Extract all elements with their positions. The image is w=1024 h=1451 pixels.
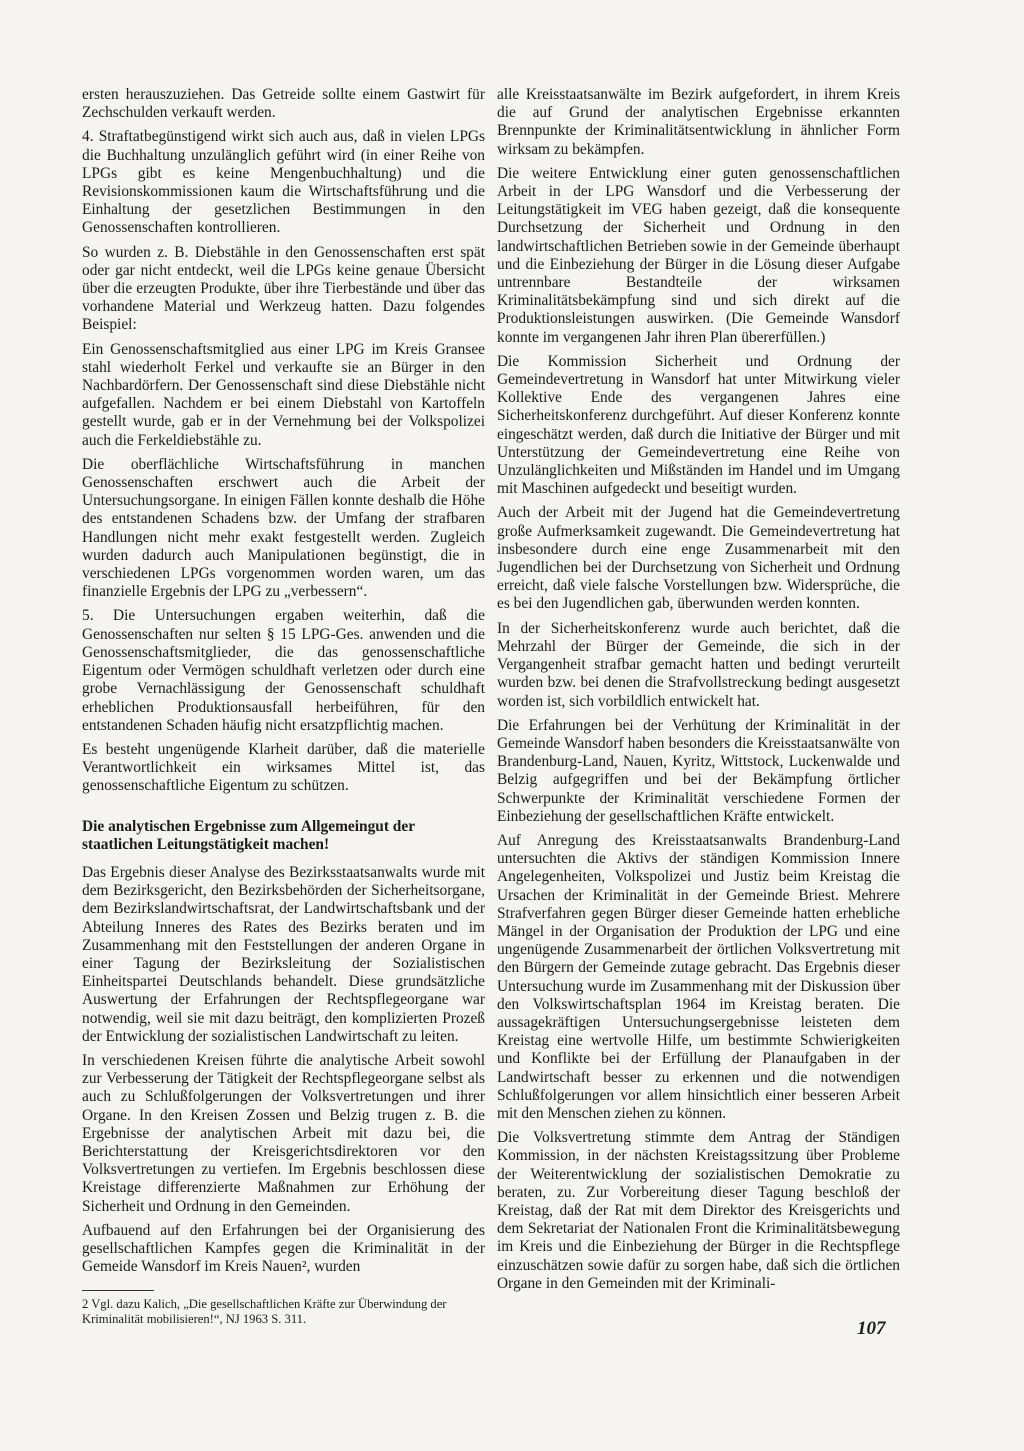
paragraph: Die Volksvertretung stimmte dem Antrag der Ständigen Kommission, in der nächsten Kreistagssitzung über Probleme der Weiterentwicklung der sozialistischen Demokratie zu beraten, zu. Zur Vorbereitung dieser Tagung beschloß der Kreistag, daß der Rat mit dem Direktor des Kreisgerichts und dem Sekretariat der Nationalen Front die Kriminalitätsbewegung im Kreis und die Einbeziehung der Bürger in die Rechtspflege einzuschätzen sowie dafür zu sorgen habe, daß sich die örtlichen Organe in den Gemeinden mit der Kriminali- bbox=[497, 1129, 900, 1292]
paragraph: In der Sicherheitskonferenz wurde auch berichtet, daß die Mehrzahl der Bürger der Gemeinde, die sich in der Vergangenheit strafbar gemacht hatten und bedingt verurteilt wurden bzw. bei denen die Strafvollstreckung bedingt ausgesetzt worden ist, sich vorbildlich entwickelt hat. bbox=[497, 619, 900, 710]
paragraph: Die oberflächliche Wirtschaftsführung in manchen Genossenschaften erschwert auch die Arbeit der Untersuchungsorgane. In einigen Fällen konnte deshalb die Höhe des entstandenen Schadens bzw. der Umfang der strafbaren Handlungen nicht mehr exakt festgestellt werden. Zugleich wurden dadurch auch Manipulationen begünstigt, die in verschiedenen LPGs vorgenommen worden waren, um das finanzielle Ergebnis der LPG zu „verbessern“. bbox=[82, 455, 485, 601]
section-heading: Die analytischen Ergebnisse zum Allgemeingut der staatlichen Leitungstätigkeit machen! bbox=[82, 817, 415, 853]
paragraph: Auch der Arbeit mit der Jugend hat die Gemeindevertretung große Aufmerksamkeit zugewandt. Die Gemeindevertretung hat insbesondere durch eine enge Zusammenarbeit mit den Jugendlichen bei der Durchsetzung von Sicherheit und Ordnung erreicht, daß viele falsche Vorstellungen bzw. Widersprüche, die es bei den Jugendlichen gab, überwunden werden konnten. bbox=[497, 504, 900, 613]
footnote-divider bbox=[82, 1290, 154, 1291]
paragraph: Die weitere Entwicklung einer guten genossenschaftlichen Arbeit in der LPG Wansdorf und die Verbesserung der Leitungstätigkeit im VEG haben gezeigt, daß die konsequente Durchsetzung der Sicherheit und Ordnung in den landwirtschaftlichen Betrieben sowie in der Gemeinde überhaupt und die Einbeziehung der Bürger in die Lösung dieser Aufgabe untrennbare Bestandteile der wirksamen Kriminalitätsbekämpfung sind und sich direkt auf die Produktionsleistungen auswirken. (Die Gemeinde Wansdorf konnte im vergangenen Jahr ihren Plan übererfüllen.) bbox=[497, 164, 900, 346]
left-column bbox=[82, 86, 485, 1333]
paragraph: 4. Straftatbegünstigend wirkt sich auch aus, daß in vielen LPGs die Buchhaltung unzulänglich geführt wird (in einer Reihe von LPGs gibt es keine Mengenbuchhaltung) und die Revisionskommissionen kaum die Wirtschaftsführung und die Einhaltung der gesetzlichen Bestimmungen in den Genossenschaften kontrollieren. bbox=[82, 128, 485, 237]
paragraph: So wurden z. B. Diebstähle in den Genossenschaften erst spät oder gar nicht entdeckt, weil die LPGs keine genaue Übersicht über die erzeugten Produkte, über ihre Tierbestände und über das vorhandene Material und Werkzeug hatten. Dazu folgendes Beispiel: bbox=[82, 243, 485, 334]
paragraph: Die Kommission Sicherheit und Ordnung der Gemeindevertretung in Wansdorf hat unter Mitwirkung vieler Kollektive Ende des vergangenen Jahres eine Sicherheitskonferenz durchgeführt. Auf dieser Konferenz konnte eingeschätzt werden, daß durch die Initiative der Bürger und mit Unterstützung der Gemeindevertretung eine Reihe von Unzulänglichkeiten und Mißständen im Handel und im Umgang mit Maschinen aufgedeckt und beseitigt wurden. bbox=[497, 352, 900, 498]
right-column bbox=[497, 86, 900, 1299]
paragraph: Das Ergebnis dieser Analyse des Bezirksstaatsanwalts wurde mit dem Bezirksgericht, den Bezirksbehörden der Sicherheitsorgane, dem Bezirkslandwirtschaftsrat, der Landwirtschaftsbank und der Abteilung Inneres des Rates des Bezirks beraten und im Zusammenhang mit den Feststellungen der anderen Organe in einer Tagung der Bezirksleitung der Sozialistischen Einheitspartei Deutschlands behandelt. Diese grundsätzliche Auswertung der Erfahrungen der Rechtspflegeorgane war notwendig, weil sie mit dazu beiträgt, den komplizierten Prozeß der Entwicklung der sozialistischen Landwirtschaft zu leiten. bbox=[82, 863, 485, 1045]
paragraph: 5. Die Untersuchungen ergaben weiterhin, daß die Genossenschaften nur selten § 15 LPG-Ges. anwenden und die Genossenschaftsmitglieder, die das genossenschaftliche Eigentum oder Vermögen schuldhaft verletzen oder durch eine grobe Vernachlässigung der Genossenschaft schuldhaft erheblichen Produktionsausfall herbeiführen, für den entstandenen Schaden häufig nicht ersatzpflichtig machen. bbox=[82, 607, 485, 734]
paragraph: ersten herauszuziehen. Das Getreide sollte einem Gastwirt für Zechschulden verkauft werden. bbox=[82, 86, 485, 122]
paragraph: alle Kreisstaatsanwälte im Bezirk aufgefordert, in ihrem Kreis die auf Grund der analytischen Ergebnisse erkannten Brennpunkte der Kriminalitätsentwicklung in ähnlicher Form wirksam zu bekämpfen. bbox=[497, 86, 900, 158]
paragraph: Ein Genossenschaftsmitglied aus einer LPG im Kreis Gransee stahl wiederholt Ferkel und verkaufte sie an Bürger in den Nachbardörfern. Der Genossenschaft sind diese Diebstähle nicht aufgefallen. Nachdem er bei einem Diebstahl von Kartoffeln gestellt wurde, gab er in der Vernehmung bei der Volkspolizei auch die Ferkeldiebstähle zu. bbox=[82, 340, 485, 449]
paragraph: Aufbauend auf den Erfahrungen bei der Organisierung des gesellschaftlichen Kampfes gegen die Kriminalität in der Gemeide Wansdorf im Kreis Nauen², wurden bbox=[82, 1221, 485, 1276]
footnote: 2 Vgl. dazu Kalich, „Die gesellschaftlichen Kräfte zur Überwindung der Kriminalität mobilisieren!“, NJ 1963 S. 311. bbox=[82, 1297, 447, 1327]
paragraph: Auf Anregung des Kreisstaatsanwalts Brandenburg-Land untersuchten die Aktivs der ständigen Kommission Innere Angelegenheiten, Volkspolizei und Justiz beim Kreistag die Ursachen der Kriminalität in der Gemeinde Briest. Mehrere Strafverfahren gegen Bürger dieser Gemeinde hatten erhebliche Mängel in der Organisation der Produktion der LPG und eine ungenügende Zusammenarbeit der örtlichen Volksvertretung mit den Bürgern der Gemeinde zutage gebracht. Das Ergebnis dieser Untersuchung wurde im Zusammenhang mit der Diskussion über den Volkswirtschaftsplan 1964 im Kreistag beraten. Die aussagekräftigen Untersuchungsergebnisse leisteten dem Kreistag eine wertvolle Hilfe, um bestimmte Schwierigkeiten und Konflikte bei der Erfüllung der Planaufgaben in der Landwirtschaft besser zu erkennen und die notwendigen Schlußfolgerungen vor allem hinsichtlich einer besseren Arbeit mit den Menschen ziehen zu können. bbox=[497, 831, 900, 1122]
page-number: 107 bbox=[857, 1318, 886, 1339]
paragraph: Die Erfahrungen bei der Verhütung der Kriminalität in der Gemeinde Wansdorf haben besonders die Kreisstaatsanwälte von Brandenburg-Land, Nauen, Kyritz, Wittstock, Luckenwalde und Belzig aufgegriffen und bei der Bekämpfung örtlicher Schwerpunkte der Kriminalität verschiedene Formen der Einbeziehung der gesellschaftlichen Kräfte entwickelt. bbox=[497, 716, 900, 825]
paragraph: Es besteht ungenügende Klarheit darüber, daß die materielle Verantwortlichkeit ein wirksames Mittel ist, das genossenschaftliche Eigentum zu schützen. bbox=[82, 740, 485, 795]
paragraph: In verschiedenen Kreisen führte die analytische Arbeit sowohl zur Verbesserung der Tätigkeit der Rechtspflegeorgane selbst als auch zu Schlußfolgerungen der Volksvertretungen und ihrer Organe. In den Kreisen Zossen und Belzig trugen z. B. die Ergebnisse der analytischen Arbeit mit dazu bei, die Berichterstattung der Kreisgerichtsdirektoren vor den Volksvertretungen zu vertiefen. Im Ergebnis beschlossen diese Kreistage differenzierte Maßnahmen zur Erhöhung der Sicherheit und Ordnung in den Gemeinden. bbox=[82, 1051, 485, 1215]
